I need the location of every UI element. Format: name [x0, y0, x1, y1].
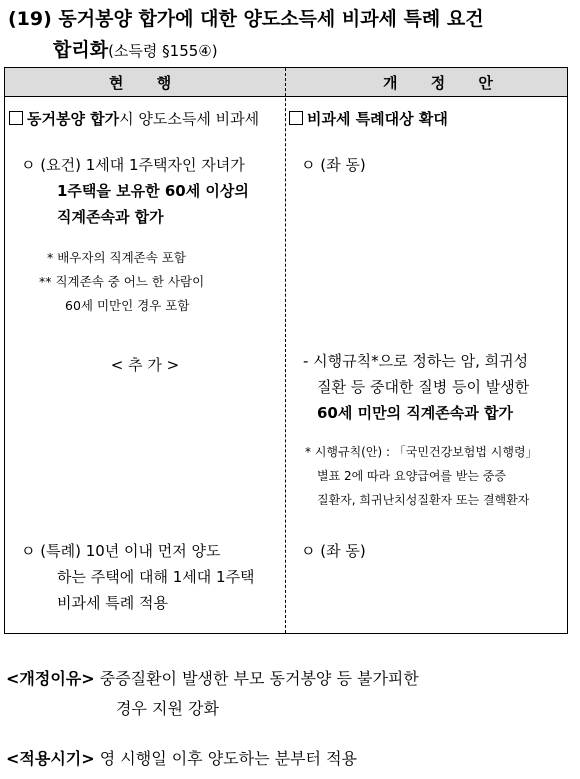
note-line2: 별표 2에 따라 요양급여를 받는 중증 [317, 469, 506, 483]
current-requirement [21, 152, 283, 230]
current-heading-bold: 동거봉양 합가 [27, 110, 120, 128]
revised-note [305, 440, 567, 512]
note-under60-b: 60세 미만인 경우 포함 [65, 298, 190, 313]
add-line1: - 시행규칙*으로 정하는 암, 희귀성 [303, 352, 529, 370]
req-line2: 1주택을 보유한 60세 이상의 [57, 182, 249, 200]
effective-label: <적용시기> [6, 749, 95, 768]
header-revised: 개 정 안 [383, 74, 507, 92]
checkbox-square-icon [9, 111, 23, 125]
current-add: < 추 가 > [110, 356, 180, 374]
note-line1: * 시행규칙(안) : 「국민건강보험법 시행령」 [305, 445, 538, 459]
effective-section [6, 744, 572, 774]
special-line3: 비과세 특례 적용 [57, 594, 168, 612]
revised-heading-text: 비과세 특례대상 확대 [307, 110, 448, 128]
table-header [5, 68, 567, 97]
current-heading-rest: 시 양도소득세 비과세 [119, 110, 260, 128]
section-title [8, 4, 574, 67]
title-line1: (19) 동거봉양 합가에 대한 양도소득세 비과세 특례 요건 [8, 8, 484, 30]
special-line1: ㅇ (특례) 10년 이내 먼저 양도 [21, 542, 221, 560]
req-line1: ㅇ (요건) 1세대 1주택자인 자녀가 [21, 156, 245, 174]
reason-line2: 경우 지원 강화 [116, 699, 219, 718]
reason-label: <개정이유> [6, 669, 95, 688]
reason-section [6, 664, 572, 724]
note-spouse: * 배우자의 직계존속 포함 [47, 250, 186, 265]
revised-same-2: ㅇ (좌 동) [301, 542, 366, 560]
revised-addition [303, 348, 565, 426]
title-line2 [8, 35, 574, 67]
current-special [21, 538, 283, 616]
effective-text: 영 시행일 이후 양도하는 분부터 적용 [99, 749, 358, 768]
checkbox-square-icon [289, 111, 303, 125]
title-ref: (소득령 §155④) [108, 42, 218, 60]
add-line2: 질환 등 중대한 질병 등이 발생한 [317, 378, 530, 396]
header-current: 현 행 [109, 74, 186, 92]
comparison-table [4, 67, 568, 634]
current-notes [39, 246, 283, 318]
revised-heading [289, 106, 565, 132]
current-heading [9, 106, 281, 132]
column-divider [285, 68, 286, 633]
special-line2: 하는 주택에 대해 1세대 1주택 [57, 568, 255, 586]
note-under60-a: ** 직계존속 중 어느 한 사람이 [39, 274, 205, 289]
add-line3: 60세 미만의 직계존속과 합가 [317, 404, 513, 422]
reason-line1: 중증질환이 발생한 부모 동거봉양 등 불가피한 [99, 669, 419, 688]
revised-same-1: ㅇ (좌 동) [301, 156, 366, 174]
req-line3: 직계존속과 합가 [57, 208, 164, 226]
note-line3: 질환자, 희귀난치성질환자 또는 결핵환자 [317, 493, 530, 507]
title-main: 합리화 [53, 39, 109, 61]
